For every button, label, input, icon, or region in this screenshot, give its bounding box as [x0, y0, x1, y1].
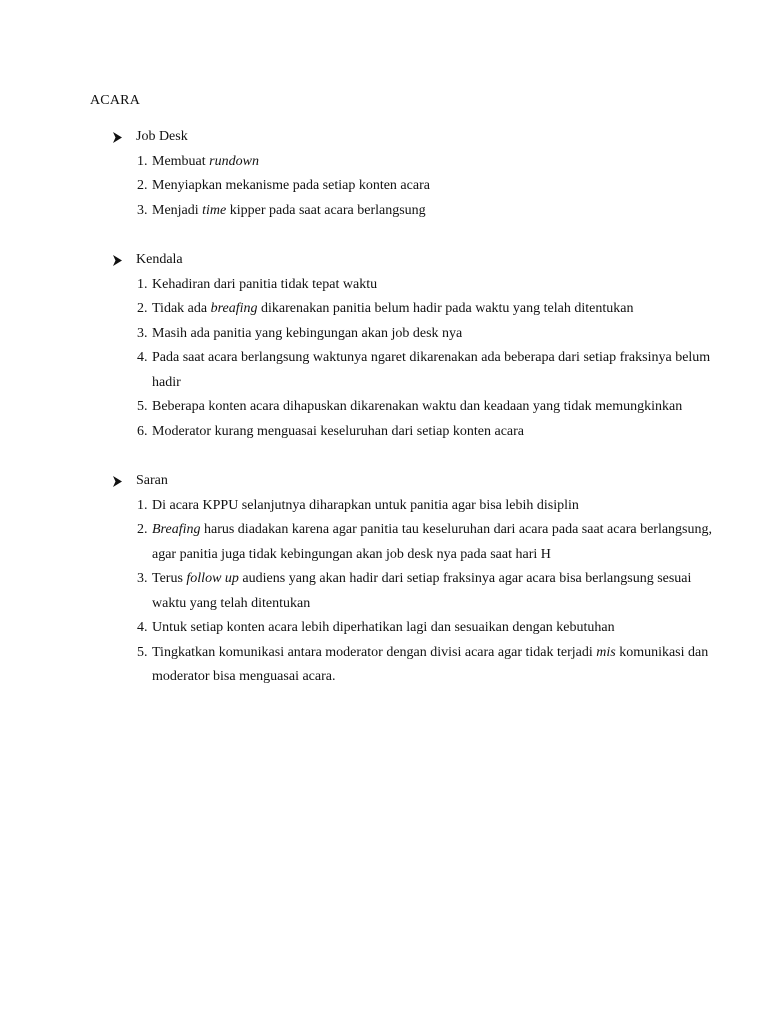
list-item: [112, 174, 712, 199]
text-run: Beberapa konten acara dihapuskan dikarenakan waktu dan keadaan yang tidak memungkinkan: [152, 399, 683, 414]
list-item-text: [152, 518, 712, 567]
list-item-text: [152, 641, 712, 690]
list-item: [112, 346, 712, 395]
list-item-number: 4.: [137, 350, 148, 365]
list-item-number: 2.: [137, 301, 148, 316]
list-item: [112, 494, 712, 519]
list-item-number: 2.: [137, 178, 148, 193]
text-run: kipper pada saat acara berlangsung: [226, 202, 426, 218]
list-item-number: 1.: [137, 153, 148, 169]
list-item: [112, 518, 712, 567]
list-item-number: 3.: [137, 325, 148, 341]
italic-term: rundown: [209, 153, 259, 169]
list-item: [112, 395, 712, 420]
list-item-text: [152, 395, 712, 420]
text-run: komunikasi dan moderator bisa menguasai acara.: [152, 644, 709, 684]
text-run: Kehadiran dari panitia tidak tepat waktu: [152, 276, 378, 292]
list-item-number: 1.: [137, 497, 148, 513]
list-item: [112, 150, 712, 175]
list-item-text: [152, 567, 712, 616]
italic-term: follow up: [186, 571, 239, 586]
text-run: Pada saat acara berlangsung waktunya ngaret dikarenakan ada beberapa dari setiap fraksinya belum hadir: [152, 350, 711, 390]
text-run: Moderator kurang menguasai keseluruhan dari setiap konten acara: [152, 423, 525, 439]
item-list: [112, 494, 712, 690]
text-run: audiens yang akan hadir dari setiap fraksinya agar acara bisa berlangsung sesuai waktu yang telah ditentukan: [152, 571, 692, 611]
list-item: [112, 420, 712, 445]
list-item-number: 3.: [137, 571, 148, 586]
text-run: dikarenakan panitia belum hadir pada waktu yang telah ditentukan: [257, 301, 634, 316]
text-run: Tingkatkan komunikasi antara moderator dengan divisi acara agar tidak terjadi: [152, 644, 597, 660]
section-heading: Saran: [136, 473, 168, 488]
list-item: [112, 199, 712, 224]
list-item-text: [152, 616, 712, 641]
document-title: ACARA: [90, 93, 141, 108]
text-run: Terus: [152, 571, 187, 586]
list-item-text: [152, 150, 712, 175]
section-heading-row: [112, 125, 712, 150]
text-run: Menyiapkan mekanisme pada setiap konten acara: [152, 178, 430, 193]
list-item: [112, 273, 712, 298]
text-run: Membuat: [152, 153, 210, 169]
section-kendala: [112, 248, 712, 444]
list-item-number: 5.: [137, 644, 148, 660]
list-item-number: 5.: [137, 399, 148, 414]
list-item-number: 4.: [137, 620, 148, 635]
list-item: [112, 616, 712, 641]
list-item-text: [152, 273, 712, 298]
section-heading: Job Desk: [136, 129, 188, 144]
list-item-number: 1.: [137, 276, 148, 292]
section-job-desk: [112, 125, 712, 223]
list-item-number: 3.: [137, 202, 148, 218]
section-heading-row: [112, 469, 712, 494]
italic-term: mis: [596, 644, 616, 660]
italic-term: time: [202, 202, 227, 218]
list-item-text: [152, 346, 712, 395]
list-item: [112, 641, 712, 690]
arrow-bullet-icon: [113, 255, 122, 266]
list-item-number: 2.: [137, 522, 148, 537]
list-item-text: [152, 297, 712, 322]
text-run: Untuk setiap konten acara lebih diperhatikan lagi dan sesuaikan dengan kebutuhan: [152, 620, 615, 635]
list-item: [112, 322, 712, 347]
list-item-text: [152, 174, 712, 199]
item-list: [112, 273, 712, 445]
italic-term: Breafing: [152, 522, 201, 537]
item-list: [112, 150, 712, 224]
italic-term: breafing: [210, 301, 258, 316]
list-item-text: [152, 322, 712, 347]
list-item-text: [152, 199, 712, 224]
text-run: harus diadakan karena agar panitia tau keseluruhan dari acara pada saat acara berlangsung, agar panitia juga tidak kebingungan akan job desk nya pada saat hari H: [152, 522, 712, 562]
list-item: [112, 297, 712, 322]
arrow-bullet-icon: [113, 476, 122, 487]
list-item-text: [152, 420, 712, 445]
text-run: Menjadi: [152, 202, 203, 218]
section-heading-row: [112, 248, 712, 273]
list-item-number: 6.: [137, 423, 148, 439]
arrow-bullet-icon: [113, 132, 122, 143]
list-item: [112, 567, 712, 616]
section-heading: Kendala: [136, 252, 183, 267]
text-run: Masih ada panitia yang kebingungan akan job desk nya: [152, 325, 463, 341]
section-saran: [112, 469, 712, 690]
list-item-text: [152, 494, 712, 519]
text-run: Di acara KPPU selanjutnya diharapkan untuk panitia agar bisa lebih disiplin: [152, 497, 579, 513]
text-run: Tidak ada: [152, 301, 211, 316]
